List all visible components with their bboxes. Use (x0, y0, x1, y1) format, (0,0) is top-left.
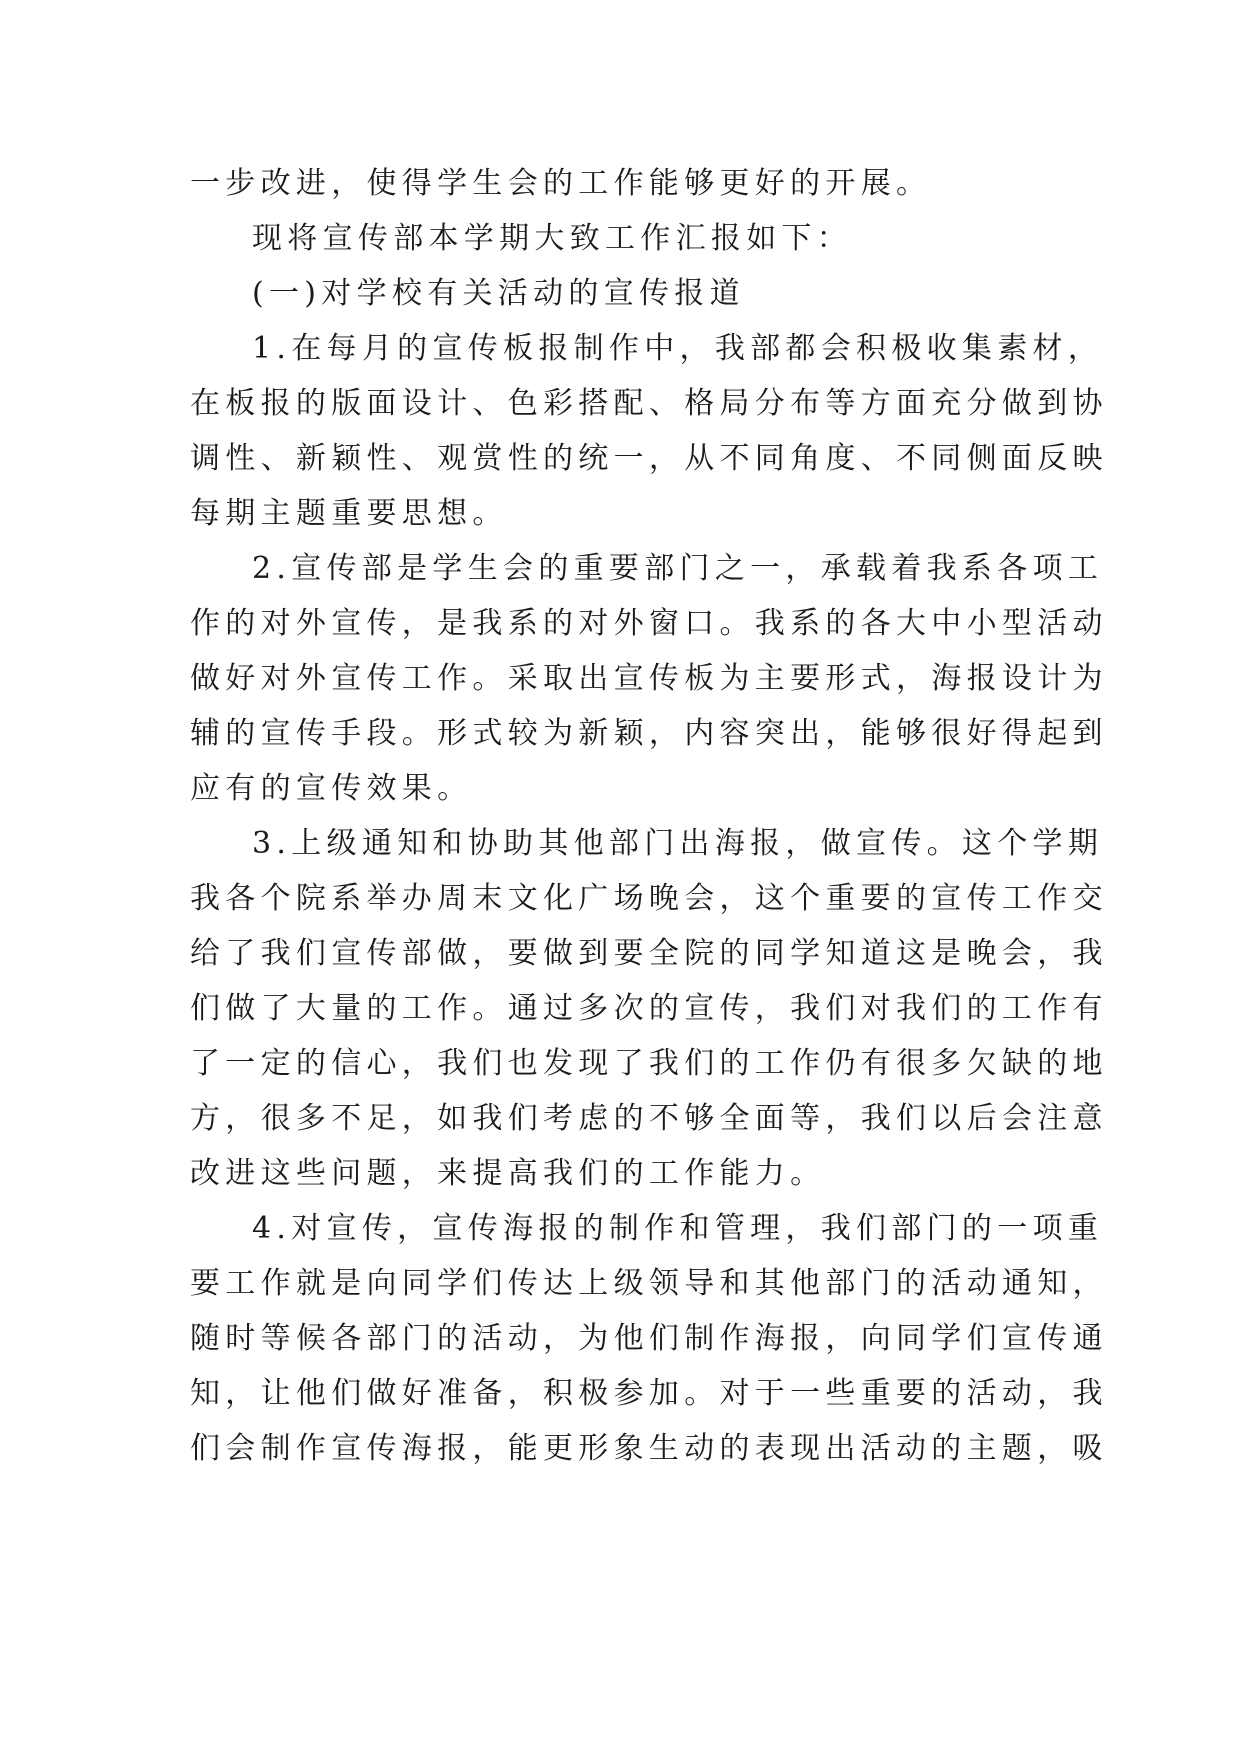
text-line: 给了我们宣传部做，要做到要全院的同学知道这是晚会，我 (190, 936, 1108, 971)
text-line: 4.对宣传，宣传海报的制作和管理，我们部门的一项重 (252, 1211, 1104, 1246)
text-line: 我各个院系举办周末文化广场晚会，这个重要的宣传工作交 (190, 881, 1108, 916)
text-line: 随时等候各部门的活动，为他们制作海报，向同学们宣传通 (190, 1321, 1108, 1356)
text-line: 一步改进，使得学生会的工作能够更好的开展。 (190, 166, 932, 201)
text-line: 1.在每月的宣传板报制作中，我部都会积极收集素材， (252, 331, 1104, 366)
text-line: 们做了大量的工作。通过多次的宣传，我们对我们的工作有 (190, 991, 1108, 1026)
document-body (190, 156, 1108, 1476)
text-line: 3.上级通知和协助其他部门出海报，做宣传。这个学期 (252, 826, 1104, 861)
text-line: 调性、新颖性、观赏性的统一，从不同角度、不同侧面反映 (190, 441, 1108, 476)
text-line: 作的对外宣传，是我系的对外窗口。我系的各大中小型活动 (190, 606, 1108, 641)
text-line: 方，很多不足，如我们考虑的不够全面等，我们以后会注意 (190, 1101, 1108, 1136)
text-line: 应有的宣传效果。 (190, 771, 473, 806)
text-line: 要工作就是向同学们传达上级领导和其他部门的活动通知， (190, 1266, 1108, 1301)
text-line: 辅的宣传手段。形式较为新颖，内容突出，能够很好得起到 (190, 716, 1108, 751)
section-heading: (一)对学校有关活动的宣传报道 (252, 276, 745, 311)
text-line: 了一定的信心，我们也发现了我们的工作仍有很多欠缺的地 (190, 1046, 1108, 1081)
text-line: 在板报的版面设计、色彩搭配、格局分布等方面充分做到协 (190, 386, 1108, 421)
text-line: 知，让他们做好准备，积极参加。对于一些重要的活动，我 (190, 1376, 1108, 1411)
text-line: 每期主题重要思想。 (190, 496, 508, 531)
text-line: 2.宣传部是学生会的重要部门之一，承载着我系各项工 (252, 551, 1104, 586)
text-line: 们会制作宣传海报，能更形象生动的表现出活动的主题，吸 (190, 1431, 1108, 1466)
text-line: 做好对外宣传工作。采取出宣传板为主要形式，海报设计为 (190, 661, 1108, 696)
text-line: 改进这些问题，来提高我们的工作能力。 (190, 1156, 826, 1191)
text-line: 现将宣传部本学期大致工作汇报如下： (252, 221, 853, 256)
